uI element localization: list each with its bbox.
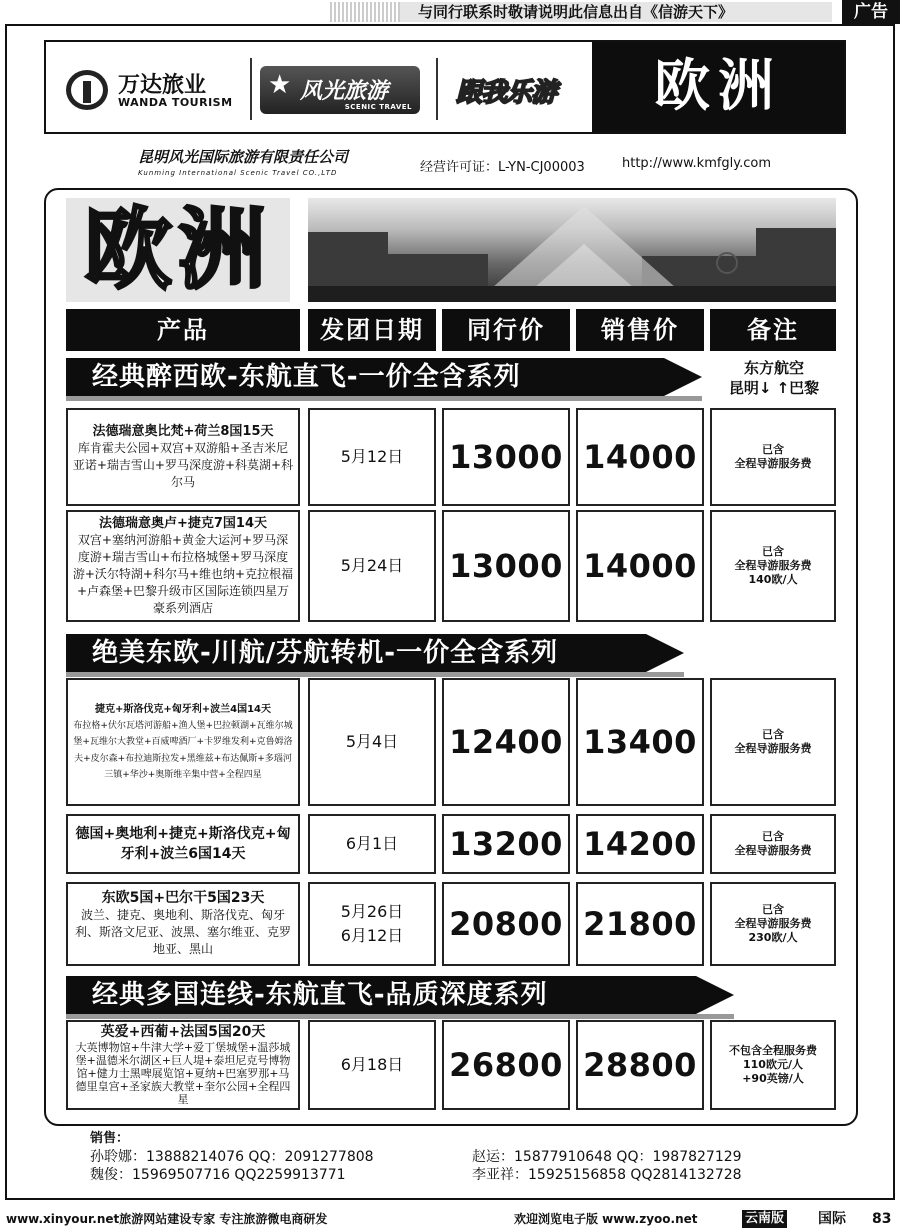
date-cell (308, 882, 436, 966)
remark-cell (710, 678, 836, 806)
wanda-name-en: WANDA TOURISM (118, 96, 233, 109)
remark-line: 230欧/人 (748, 931, 798, 944)
peer-price: 12400 (449, 723, 563, 761)
building-shape (308, 232, 388, 286)
sales-contact: 赵运：15877910648 QQ：1987827129 (472, 1149, 742, 1165)
sale-price: 14000 (583, 547, 697, 585)
date-cell (308, 814, 436, 874)
sales-contact: 孙聆娜：13888214076 QQ：2091277808 (90, 1149, 374, 1165)
product-desc: 布拉格+伏尔瓦塔河游船+渔人堡+巴拉顿湖+瓦维尔城堡+瓦维尔大教堂+百威啤酒厂+卡罗维发利+克鲁姆洛夫+皮尔森+布拉迪斯拉发+黑维兹+布达佩斯+多瑙河三镇+华沙+奥斯维辛集中营+全程四星 (73, 720, 293, 780)
header-sale-price: 销售价 (576, 309, 704, 351)
sale-price: 21800 (583, 905, 697, 943)
decorative-pattern (330, 2, 400, 22)
header-date: 发团日期 (308, 309, 436, 351)
ground-shape (308, 286, 836, 302)
remark-line: 不包含全程服务费 (729, 1044, 817, 1057)
peer-price: 13200 (449, 825, 563, 863)
sale-price-cell (576, 882, 704, 966)
product-title: 捷克+斯洛伐克+匈牙利+波兰4国14天 (94, 703, 271, 715)
series-band: 经典多国连线-东航直飞-品质深度系列 (66, 976, 696, 1014)
departure-date: 5月12日 (340, 447, 404, 466)
fengguang-name-en: SCENIC TRAVEL (344, 103, 412, 111)
product-title: 东欧5国+巴尔干5国23天 (101, 890, 265, 906)
sale-price: 14200 (583, 825, 697, 863)
header-peer-price: 同行价 (442, 309, 570, 351)
peer-price: 13000 (449, 438, 563, 476)
sales-label: 销售： (90, 1131, 130, 1146)
louvre-photo (308, 198, 836, 302)
license-number: 经营许可证：L-YN-CJ00003 (420, 160, 585, 175)
remark-line: 全程导游服务费 (734, 844, 812, 857)
ad-badge: 广告 (842, 0, 900, 24)
sales-contacts (90, 1130, 129, 1148)
product-title: 法德瑞意奥比梵+荷兰8国15天 (92, 424, 274, 439)
product-cell (66, 408, 300, 506)
date-cell (308, 408, 436, 506)
peer-price-cell (442, 510, 570, 622)
product-cell (66, 510, 300, 622)
departure-date: 6月1日 (345, 834, 399, 853)
remark-line: 140欧/人 (748, 573, 798, 586)
region-title: 欧洲 (592, 42, 844, 132)
remark-cell (710, 408, 836, 506)
star-icon: ★ (268, 70, 292, 100)
airline-route: 昆明↓ ↑巴黎 (728, 379, 820, 397)
remark-line: 已含 (762, 830, 784, 843)
remark-line: 110欧元/人 (743, 1058, 803, 1071)
fengguang-name: 风光旅游 (300, 79, 389, 104)
product-desc: 库肯霍夫公园+双宫+双游船+圣吉米尼亚诺+瑞吉雪山+罗马深度游+科莫湖+科尔马 (72, 441, 294, 489)
sale-price: 14000 (583, 438, 697, 476)
company-name-cn: 昆明风光国际旅游有限责任公司 (138, 148, 349, 166)
departure-date: 5月26日 (340, 902, 404, 921)
building-shape (378, 254, 488, 286)
footer-right[interactable]: 欢迎浏览电子版 www.zyoo.net (514, 1212, 698, 1226)
header-product: 产品 (66, 309, 300, 351)
page-number: 83 (872, 1211, 892, 1227)
footer (0, 1208, 900, 1230)
peer-price-cell (442, 882, 570, 966)
wanda-name: 万达旅业 (118, 73, 207, 98)
big-title: 欧洲 (66, 198, 290, 302)
building-shape (756, 228, 836, 286)
product-desc: 双宫+塞纳河游船+黄金大运河+罗马深度游+瑞吉雪山+布拉格城堡+罗马深度游+沃尔特湖+科尔马+维也纳+克拉根福+卢森堡+巴黎升级市区国际连锁四星万豪系列酒店 (72, 533, 294, 615)
sale-price-cell (576, 678, 704, 806)
departure-date: 5月4日 (345, 732, 399, 751)
top-strip (0, 0, 900, 24)
sale-price-cell (576, 1020, 704, 1110)
series-band: 经典醉西欧-东航直飞-一价全含系列 (66, 358, 664, 396)
remark-line: 已含 (762, 728, 784, 741)
wanda-logo-icon (66, 70, 108, 110)
product-title: 德国+奥地利+捷克+斯洛伐克+匈牙利+波兰6国14天 (75, 826, 291, 862)
logo-divider (250, 58, 252, 120)
remark-cell (710, 1020, 836, 1110)
airline-info (714, 358, 834, 398)
date-cell (308, 1020, 436, 1110)
header-remark: 备注 (710, 309, 836, 351)
footer-left[interactable]: www.xinyour.net旅游网站建设专家 专注旅游微电商研发 (6, 1212, 328, 1226)
sale-price-cell (576, 814, 704, 874)
departure-date: 6月18日 (340, 1055, 404, 1074)
peer-price: 20800 (449, 905, 563, 943)
logo-divider (436, 58, 438, 120)
product-cell (66, 1020, 300, 1110)
product-cell (66, 882, 300, 966)
remark-line: 全程导游服务费 (734, 917, 812, 930)
sale-price: 13400 (583, 723, 697, 761)
peer-price: 26800 (449, 1046, 563, 1084)
top-notice: 与同行联系时敬请说明此信息出自《信游天下》 (400, 2, 832, 22)
remark-line: 全程导游服务费 (734, 742, 812, 755)
product-desc: 大英博物馆+牛津大学+爱丁堡城堡+温莎城堡+温德米尔湖区+巨人堤+泰坦尼克号博物馆+健力士黑啤展览馆+夏纳+巴塞罗那+马德里皇宫+圣家族大教堂+奎尔公园+全程四星 (75, 1041, 291, 1106)
sales-contact: 李亚祥：15925156858 QQ2814132728 (472, 1167, 742, 1183)
genle-logo: 跟我乐游 (456, 78, 557, 108)
remark-line: +90英镑/人 (742, 1072, 804, 1085)
wanda-logo (66, 68, 256, 112)
fengguang-logo (260, 66, 420, 114)
pyramid-shape (534, 244, 634, 288)
remark-line: 已含 (762, 545, 784, 558)
peer-price-cell (442, 408, 570, 506)
company-name (138, 146, 348, 177)
series-band: 绝美东欧-川航/芬航转机-一价全含系列 (66, 634, 646, 672)
sale-price: 28800 (583, 1046, 697, 1084)
sales-contact: 魏俊：15969507716 QQ2259913771 (90, 1167, 346, 1183)
remark-line: 全程导游服务费 (734, 559, 812, 572)
peer-price: 13000 (449, 547, 563, 585)
section-label: 国际 (818, 1211, 846, 1227)
logo-header (44, 40, 846, 134)
company-name-en: Kunming International Scenic Travel CO.,LTD (138, 169, 338, 177)
sale-price-cell (576, 510, 704, 622)
departure-date: 5月24日 (340, 556, 404, 575)
remark-cell (710, 814, 836, 874)
product-title: 法德瑞意奥卢+捷克7国14天 (98, 516, 268, 531)
company-website[interactable]: http://www.kmfgly.com (622, 156, 772, 171)
remark-cell (710, 882, 836, 966)
peer-price-cell (442, 1020, 570, 1110)
remark-line: 已含 (762, 903, 784, 916)
peer-price-cell (442, 814, 570, 874)
product-cell (66, 814, 300, 874)
date-cell (308, 678, 436, 806)
airline-name: 东方航空 (743, 359, 804, 377)
product-title: 英爱+西葡+法国5国20天 (100, 1024, 266, 1040)
date-cell (308, 510, 436, 622)
remark-line: 已含 (762, 443, 784, 456)
product-cell (66, 678, 300, 806)
departure-date: 6月12日 (340, 926, 404, 945)
remark-cell (710, 510, 836, 622)
sale-price-cell (576, 408, 704, 506)
product-desc: 波兰、捷克、奥地利、斯洛伐克、匈牙利、斯洛文尼亚、波黑、塞尔维亚、克罗地亚、黑山 (74, 908, 291, 956)
region-tag: 云南版 (742, 1210, 787, 1228)
remark-line: 全程导游服务费 (734, 457, 812, 470)
peer-price-cell (442, 678, 570, 806)
ferris-wheel-shape (716, 252, 738, 274)
